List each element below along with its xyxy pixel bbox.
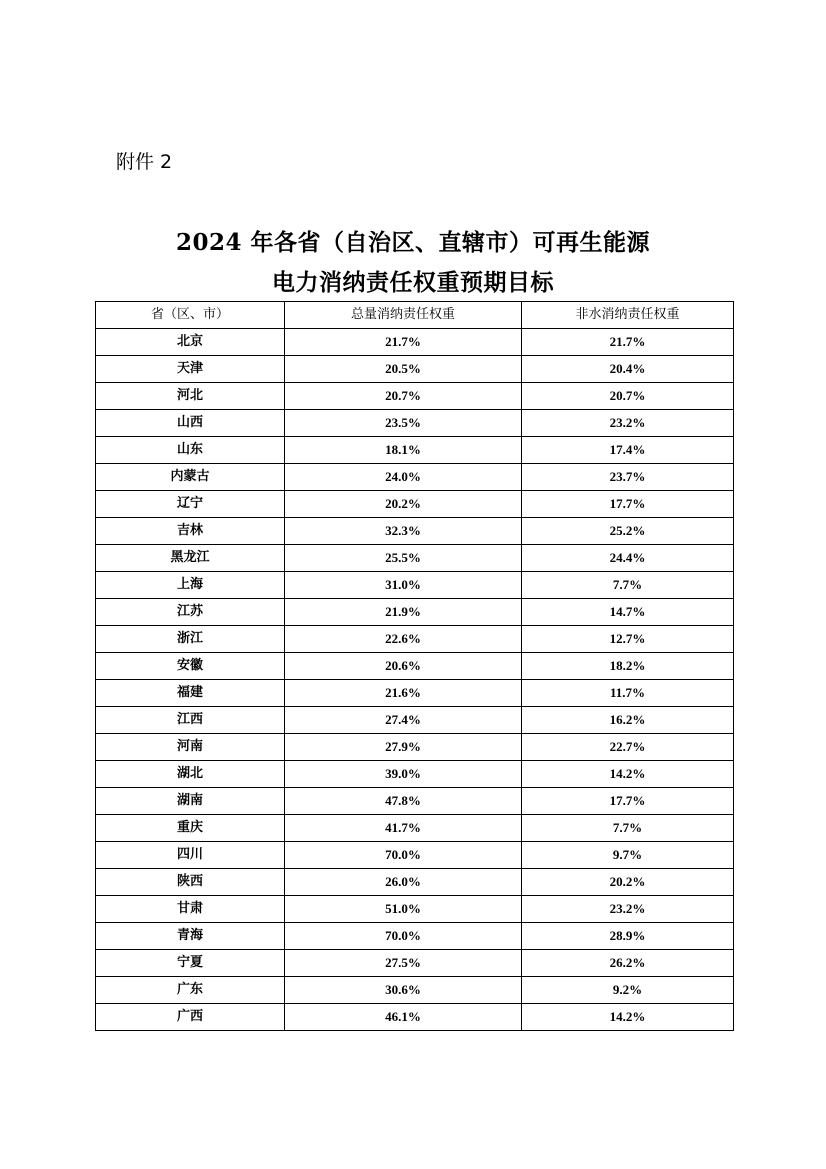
quota-table — [95, 301, 734, 1031]
table-row — [96, 410, 734, 437]
province-cell: 陕西 — [96, 869, 285, 896]
table-row — [96, 356, 734, 383]
province-cell: 河南 — [96, 734, 285, 761]
total-weight-cell: 23.5% — [285, 410, 522, 437]
non-hydro-weight-cell: 23.2% — [522, 410, 734, 437]
total-weight-cell: 21.7% — [285, 329, 522, 356]
total-weight-cell: 27.9% — [285, 734, 522, 761]
province-cell: 安徽 — [96, 653, 285, 680]
province-cell: 甘肃 — [96, 896, 285, 923]
non-hydro-weight-cell: 22.7% — [522, 734, 734, 761]
non-hydro-weight-cell: 20.7% — [522, 383, 734, 410]
total-weight-cell: 30.6% — [285, 977, 522, 1004]
table-row — [96, 491, 734, 518]
total-weight-cell: 70.0% — [285, 923, 522, 950]
non-hydro-weight-cell: 14.2% — [522, 761, 734, 788]
total-weight-cell: 26.0% — [285, 869, 522, 896]
province-cell: 河北 — [96, 383, 285, 410]
total-weight-cell: 24.0% — [285, 464, 522, 491]
table-row — [96, 599, 734, 626]
total-weight-cell: 32.3% — [285, 518, 522, 545]
table-row — [96, 518, 734, 545]
total-weight-cell: 20.7% — [285, 383, 522, 410]
non-hydro-weight-cell: 17.4% — [522, 437, 734, 464]
province-cell: 天津 — [96, 356, 285, 383]
province-cell: 重庆 — [96, 815, 285, 842]
table-row — [96, 545, 734, 572]
total-weight-cell: 27.4% — [285, 707, 522, 734]
non-hydro-weight-cell: 26.2% — [522, 950, 734, 977]
total-weight-cell: 25.5% — [285, 545, 522, 572]
non-hydro-weight-cell: 7.7% — [522, 815, 734, 842]
province-cell: 山西 — [96, 410, 285, 437]
total-weight-cell: 41.7% — [285, 815, 522, 842]
table-row — [96, 950, 734, 977]
table-row — [96, 707, 734, 734]
column-header-non-hydro-weight: 非水消纳责任权重 — [522, 302, 734, 329]
province-cell: 湖北 — [96, 761, 285, 788]
total-weight-cell: 47.8% — [285, 788, 522, 815]
table-row — [96, 896, 734, 923]
table-row — [96, 464, 734, 491]
table-row — [96, 653, 734, 680]
non-hydro-weight-cell: 7.7% — [522, 572, 734, 599]
total-weight-cell: 70.0% — [285, 842, 522, 869]
column-header-province: 省（区、市） — [96, 302, 285, 329]
total-weight-cell: 27.5% — [285, 950, 522, 977]
total-weight-cell: 22.6% — [285, 626, 522, 653]
column-header-total-weight: 总量消纳责任权重 — [285, 302, 522, 329]
total-weight-cell: 20.5% — [285, 356, 522, 383]
non-hydro-weight-cell: 18.2% — [522, 653, 734, 680]
table-row — [96, 1004, 734, 1031]
table-row — [96, 923, 734, 950]
non-hydro-weight-cell: 14.7% — [522, 599, 734, 626]
province-cell: 上海 — [96, 572, 285, 599]
non-hydro-weight-cell: 12.7% — [522, 626, 734, 653]
table-row — [96, 329, 734, 356]
non-hydro-weight-cell: 25.2% — [522, 518, 734, 545]
province-cell: 青海 — [96, 923, 285, 950]
total-weight-cell: 39.0% — [285, 761, 522, 788]
province-cell: 浙江 — [96, 626, 285, 653]
table-row — [96, 788, 734, 815]
province-cell: 宁夏 — [96, 950, 285, 977]
total-weight-cell: 20.2% — [285, 491, 522, 518]
non-hydro-weight-cell: 17.7% — [522, 788, 734, 815]
table-row — [96, 572, 734, 599]
non-hydro-weight-cell: 23.2% — [522, 896, 734, 923]
total-weight-cell: 51.0% — [285, 896, 522, 923]
non-hydro-weight-cell: 21.7% — [522, 329, 734, 356]
non-hydro-weight-cell: 9.2% — [522, 977, 734, 1004]
province-cell: 内蒙古 — [96, 464, 285, 491]
document-title-line-1: 2024 年各省（自治区、直辖市）可再生能源 — [175, 229, 651, 256]
province-cell: 山东 — [96, 437, 285, 464]
total-weight-cell: 20.6% — [285, 653, 522, 680]
non-hydro-weight-cell: 16.2% — [522, 707, 734, 734]
table-row — [96, 869, 734, 896]
table-row — [96, 815, 734, 842]
table-row — [96, 761, 734, 788]
province-cell: 湖南 — [96, 788, 285, 815]
non-hydro-weight-cell: 20.2% — [522, 869, 734, 896]
table-row — [96, 383, 734, 410]
total-weight-cell: 46.1% — [285, 1004, 522, 1031]
table-row — [96, 437, 734, 464]
non-hydro-weight-cell: 24.4% — [522, 545, 734, 572]
non-hydro-weight-cell: 20.4% — [522, 356, 734, 383]
document-title-line-2: 电力消纳责任权重预期目标 — [272, 269, 554, 296]
table-body — [96, 329, 734, 1031]
non-hydro-weight-cell: 28.9% — [522, 923, 734, 950]
table-row — [96, 626, 734, 653]
table-row — [96, 734, 734, 761]
province-cell: 四川 — [96, 842, 285, 869]
province-cell: 江西 — [96, 707, 285, 734]
non-hydro-weight-cell: 14.2% — [522, 1004, 734, 1031]
non-hydro-weight-cell: 11.7% — [522, 680, 734, 707]
province-cell: 北京 — [96, 329, 285, 356]
total-weight-cell: 31.0% — [285, 572, 522, 599]
province-cell: 福建 — [96, 680, 285, 707]
province-cell: 吉林 — [96, 518, 285, 545]
province-cell: 广西 — [96, 1004, 285, 1031]
total-weight-cell: 18.1% — [285, 437, 522, 464]
attachment-label: 附件 2 — [116, 151, 173, 173]
non-hydro-weight-cell: 23.7% — [522, 464, 734, 491]
table-row — [96, 842, 734, 869]
table-row — [96, 977, 734, 1004]
province-cell: 黑龙江 — [96, 545, 285, 572]
non-hydro-weight-cell: 17.7% — [522, 491, 734, 518]
table-header-row — [96, 302, 734, 329]
province-cell: 江苏 — [96, 599, 285, 626]
total-weight-cell: 21.9% — [285, 599, 522, 626]
non-hydro-weight-cell: 9.7% — [522, 842, 734, 869]
province-cell: 广东 — [96, 977, 285, 1004]
table-row — [96, 680, 734, 707]
province-cell: 辽宁 — [96, 491, 285, 518]
total-weight-cell: 21.6% — [285, 680, 522, 707]
